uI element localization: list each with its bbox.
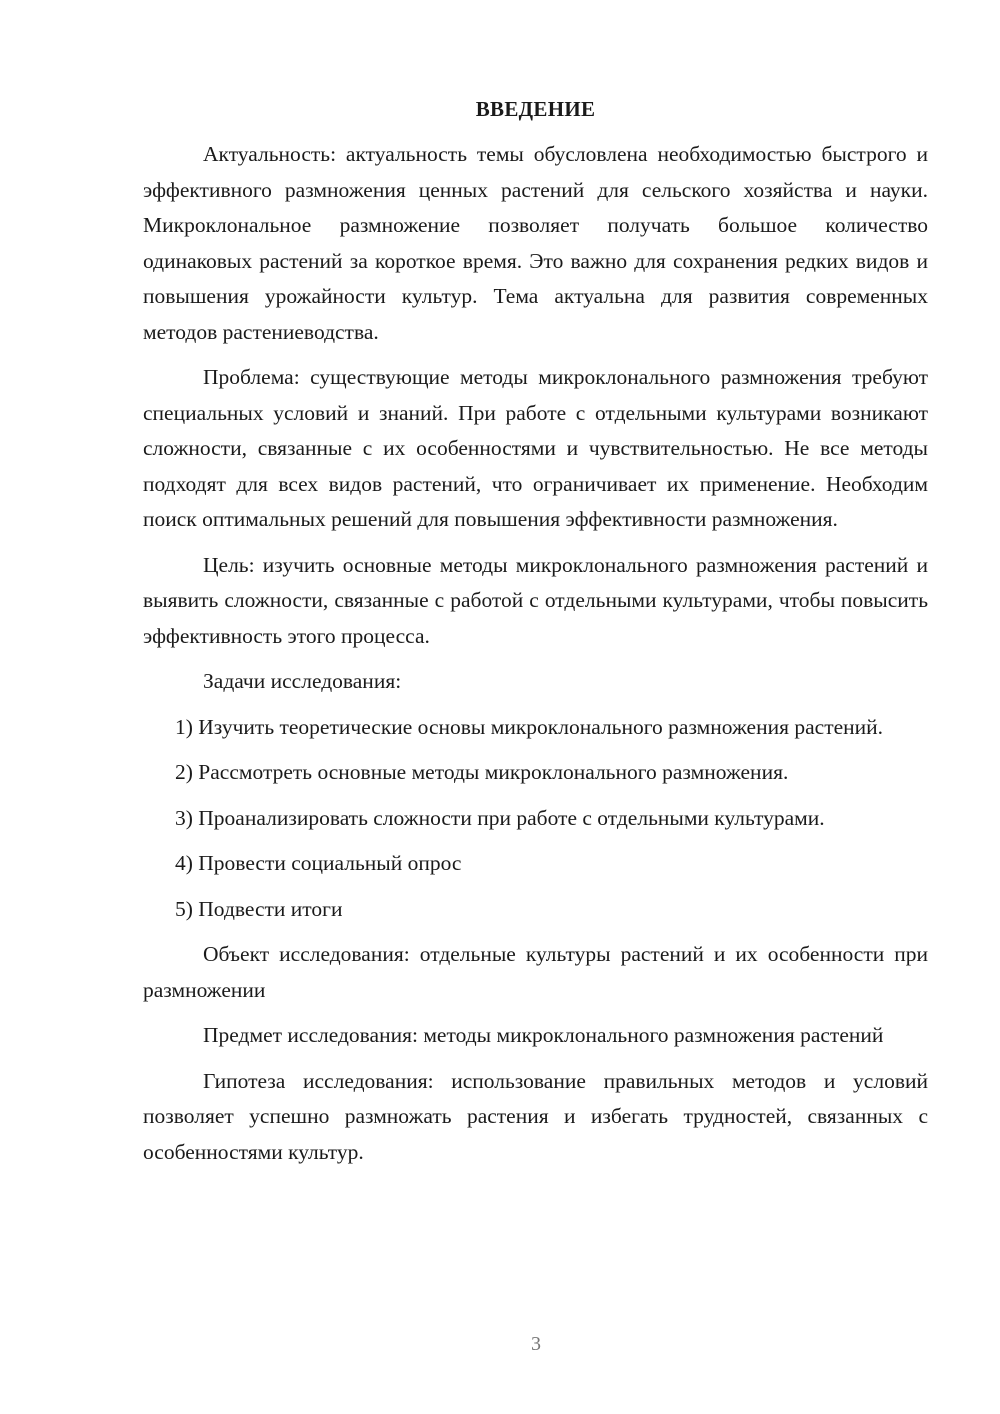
problem-paragraph: Проблема: существующие методы микроклонального размножения требуют специальных условий и знаний. При работе с отдельными культурами возникают сложности, связанные с их особенностями и чувствительностью. Не все методы подходят для всех видов растений, что ограничивает их применение. Необходим поиск оптимальных решений для повышения эффективности размножения.: [143, 365, 928, 531]
task-item-3: 3) Проанализировать сложности при работе с отдельными культурами.: [175, 805, 825, 830]
tasks-heading: Задачи исследования:: [203, 669, 402, 693]
document-page: [143, 92, 928, 1180]
hypothesis-paragraph: Гипотеза исследования: использование правильных методов и условий позволяет успешно размножать растения и избегать трудностей, связанных с особенностями культур.: [143, 1068, 928, 1164]
relevance-paragraph: Актуальность: актуальность темы обусловлена необходимостью быстрого и эффективного размножения ценных растений для сельского хозяйства и науки. Микроклональное размножение позволяет получать большое количество одинаковых растений за короткое время. Это важно для сохранения редких видов и повышения урожайности культур. Тема актуальна для развития современных методов растениеводства.: [143, 142, 928, 344]
page-title: ВВЕДЕНИЕ: [475, 97, 596, 121]
task-item-4: 4) Провести социальный опрос: [175, 851, 462, 875]
subject-paragraph: Предмет исследования: методы микроклонального размножения растений: [203, 1023, 884, 1047]
object-paragraph: Объект исследования: отдельные культуры растений и их особенности при размножении: [143, 942, 928, 1002]
task-item-2: 2) Рассмотреть основные методы микроклонального размножения.: [175, 760, 789, 784]
goal-paragraph: Цель: изучить основные методы микроклонального размножения растений и выявить сложности, связанные с работой с отдельными культурами, чтобы повысить эффективность этого процесса.: [143, 552, 928, 648]
task-item-5: 5) Подвести итоги: [175, 896, 343, 921]
page-number: 3: [531, 1333, 541, 1355]
task-item-1: 1) Изучить теоретические основы микроклонального размножения растений.: [175, 714, 884, 739]
